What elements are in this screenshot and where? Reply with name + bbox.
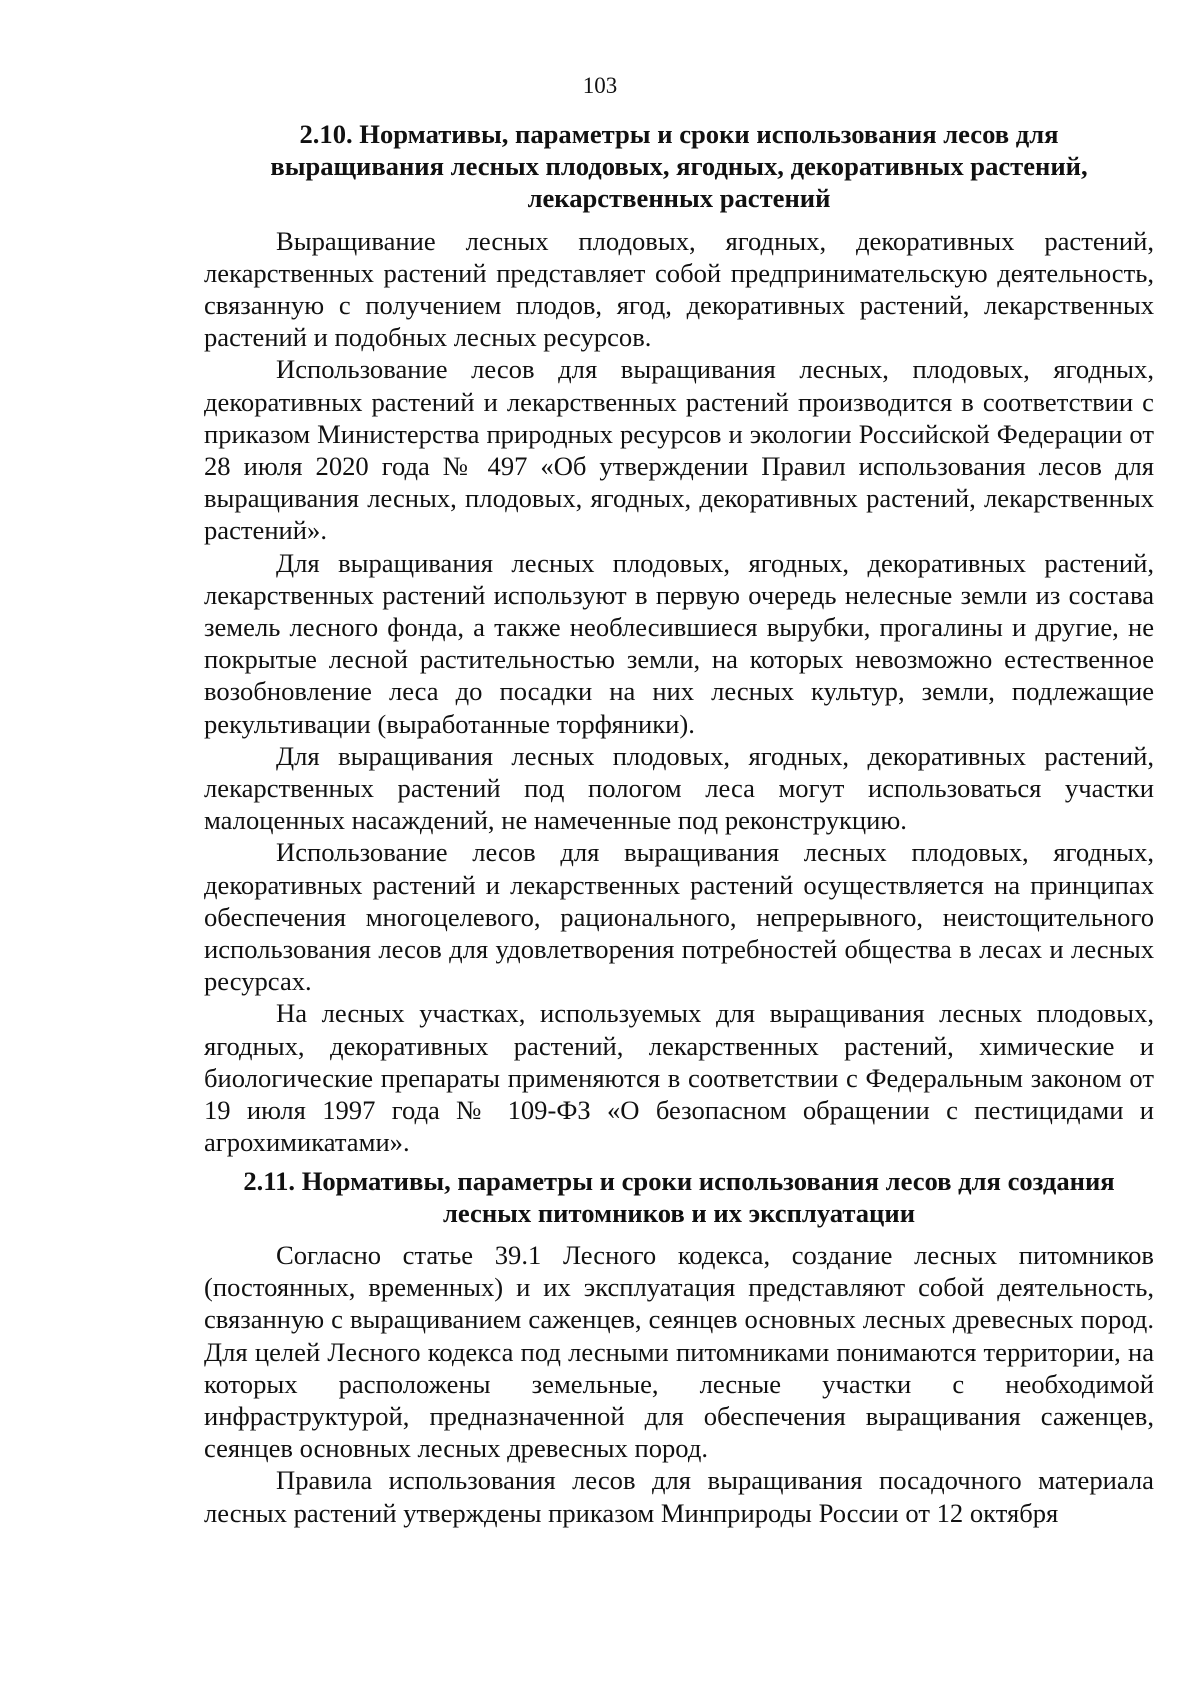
section-heading-2-10 — [204, 118, 1154, 215]
section-heading-line: лесных питомников и их эксплуатации — [442, 1197, 916, 1228]
paragraph: Выращивание лесных плодовых, ягодных, декоративных растений, лекарственных растений представляет собой предпринимательскую деятельность, связанную с получением плодов, ягод, декоративных растений, лекарственных растений и подобных лесных ресурсов. — [204, 225, 1154, 353]
paragraph: Правила использования лесов для выращивания посадочного материала лесных растений утверждены приказом Минприроды России от 12 октября — [204, 1465, 1154, 1528]
section-heading-line: выращивания лесных плодовых, ягодных, декоративных растений, — [270, 151, 1088, 182]
section-heading-line: лекарственных растений — [527, 183, 831, 214]
paragraph: Использование лесов для выращивания лесных плодовых, ягодных, декоративных растений и лекарственных растений осуществляется на принципах обеспечения многоцелевого, рационального, непрерывного, неистощительного использования лесов для удовлетворения потребностей общества в лесах и лесных ресурсах. — [204, 837, 1154, 997]
page-content — [204, 110, 1154, 1529]
section-heading-line: 2.11. Нормативы, параметры и сроки использования лесов для создания — [243, 1165, 1115, 1196]
section-heading-2-11 — [204, 1165, 1154, 1229]
paragraph: Для выращивания лесных плодовых, ягодных, декоративных растений, лекарственных растений под пологом леса могут использоваться участки малоценных насаждений, не намеченные под реконструкцию. — [204, 740, 1154, 836]
section-heading-line: 2.10. Нормативы, параметры и сроки использования лесов для — [299, 119, 1059, 149]
paragraph: Использование лесов для выращивания лесных, плодовых, ягодных, декоративных растений и лекарственных растений производится в соответствии с приказом Министерства природных ресурсов и экологии Российской Федерации от 28 июля 2020 года № 497 «Об утверждении Правил использования лесов для выращивания лесных, плодовых, ягодных, декоративных растений, лекарственных растений». — [204, 354, 1154, 546]
paragraph: Согласно статье 39.1 Лесного кодекса, создание лесных питомников (постоянных, временных) и их эксплуатация представляют собой деятельность, связанную с выращиванием саженцев, сеянцев основных лесных древесных пород. Для целей Лесного кодекса под лесными питомниками понимаются территории, на которых расположены земельные, лесные участки с необходимой инфраструктурой, предназначенной для обеспечения выращивания саженцев, сеянцев основных лесных древесных пород. — [204, 1239, 1154, 1464]
paragraph: На лесных участках, используемых для выращивания лесных плодовых, ягодных, декоративных растений, лекарственных растений, химические и биологические препараты применяются в соответствии с Федеральным законом от 19 июля 1997 года № 109-ФЗ «О безопасном обращении с пестицидами и агрохимикатами». — [204, 998, 1154, 1158]
paragraph: Для выращивания лесных плодовых, ягодных, декоративных растений, лекарственных растений используют в первую очередь нелесные земли из состава земель лесного фонда, а также необлесившиеся вырубки, прогалины и другие, не покрытые лесной растительностью земли, на которых невозможно естественное возобновление леса до посадки на них лесных культур, земли, подлежащие рекультивации (выработанные торфяники). — [204, 547, 1154, 739]
page-number: 103 — [582, 73, 618, 98]
